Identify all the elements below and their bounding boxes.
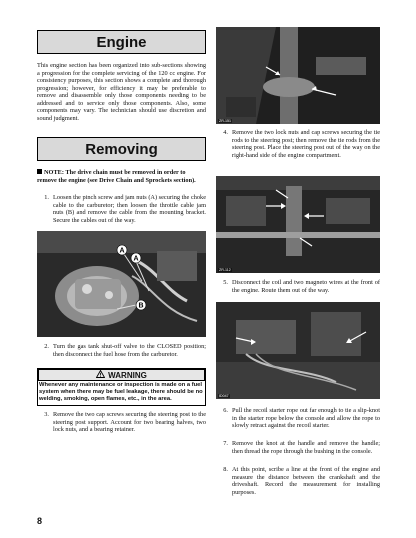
note-text: The drive chain must be removed in order to remove the engine (see Drive Chain and Sprockets section). xyxy=(37,169,196,184)
step-2 xyxy=(37,343,206,358)
step-text: Turn the gas tank shut-off valve to the CLOSED position; then disconnect the fuel hose from the carburetor. xyxy=(53,343,206,358)
page-number: 8 xyxy=(37,516,43,526)
photo-callout-a1: A xyxy=(119,247,125,255)
warning-text: Whenever any maintenance or inspection is made on a fuel system when there may be fuel leakage, there should be no welding, smoking, open flames, etc., in the area. xyxy=(39,382,203,403)
step-text: Loosen the pinch screw and jam nuts (A) securing the choke cable to the carburetor; then loosen the throttle cable jam nuts (B) and remove the cable from the mounting bracket. Secure the cables out of the way. xyxy=(53,194,206,224)
step-text: Remove the two lock nuts and cap screws securing the tie rods to the steering post; then remove the tie rods from the steering post. Place the steering post out of the way on the right-hand side of the engine compartment. xyxy=(232,129,380,159)
warning-title: WARNING xyxy=(108,370,147,380)
step-number: 1. xyxy=(44,194,49,201)
step-7 xyxy=(216,440,380,455)
photo-callout-b: B xyxy=(138,302,144,310)
photo-id: ZR-151 xyxy=(219,119,231,123)
section-title: Engine xyxy=(96,33,147,51)
photo-id: ID047 xyxy=(219,394,229,398)
step-number: 2. xyxy=(44,343,49,350)
step-text: Disconnect the coil and two magneto wires at the front of the engine. Route them out of the way. xyxy=(232,279,380,294)
step-text: Pull the recoil starter rope out far enough to tie a slip-knot in the starter rope below the console and allow the rope to slowly retract against the recoil starter. xyxy=(232,407,380,429)
section-title-banner xyxy=(37,30,206,54)
step-text: Remove the knot at the handle and remove the handle; then thread the rope through the bushing in the console. xyxy=(232,440,380,455)
note-bullet-icon xyxy=(37,169,42,174)
removing-title: Removing xyxy=(85,140,158,158)
steering-post-photo xyxy=(216,27,380,124)
tie-rod-photo xyxy=(216,176,380,273)
step-6 xyxy=(216,407,380,430)
warning-header xyxy=(38,369,205,381)
step-number: 3. xyxy=(44,411,49,418)
carburetor-photo xyxy=(37,231,206,337)
note-label: NOTE: xyxy=(44,169,64,176)
step-number: 4. xyxy=(223,129,228,136)
removing-title-banner xyxy=(37,137,206,161)
step-1 xyxy=(37,194,206,224)
magneto-wires-photo xyxy=(216,302,380,399)
step-8 xyxy=(216,466,380,496)
warning-box xyxy=(37,368,206,406)
step-number: 5. xyxy=(223,279,228,286)
step-number: 8. xyxy=(223,466,228,473)
step-4 xyxy=(216,129,380,159)
photo-callout-a2: A xyxy=(133,255,139,263)
step-number: 7. xyxy=(223,440,228,447)
note-block xyxy=(37,169,206,184)
step-5 xyxy=(216,279,380,294)
step-3 xyxy=(37,411,206,434)
intro-paragraph: This engine section has been organized into sub-sections showing a progression for the complete servicing of the 120 cc engine. For consistency purposes, this section shows a complete and thorough progression; however, for efficiency it may be preferable to remove and disassemble only those components needing to be addressed and to service only those components. Also, some components may vary. The technician should use discretion and sound judgment. xyxy=(37,62,206,122)
warning-triangle-icon xyxy=(96,370,105,380)
step-number: 6. xyxy=(223,407,228,414)
photo-id: ZR-112 xyxy=(219,268,231,272)
step-text: Remove the two cap screws securing the steering post to the steering post support. Account for two bearing halves, two lock nuts, and a bearing retainer. xyxy=(53,411,206,433)
step-text: At this point, scribe a line at the front of the engine and measure the distance between the crankshaft and the driveshaft. Record the measurement for installing purposes. xyxy=(232,466,380,496)
